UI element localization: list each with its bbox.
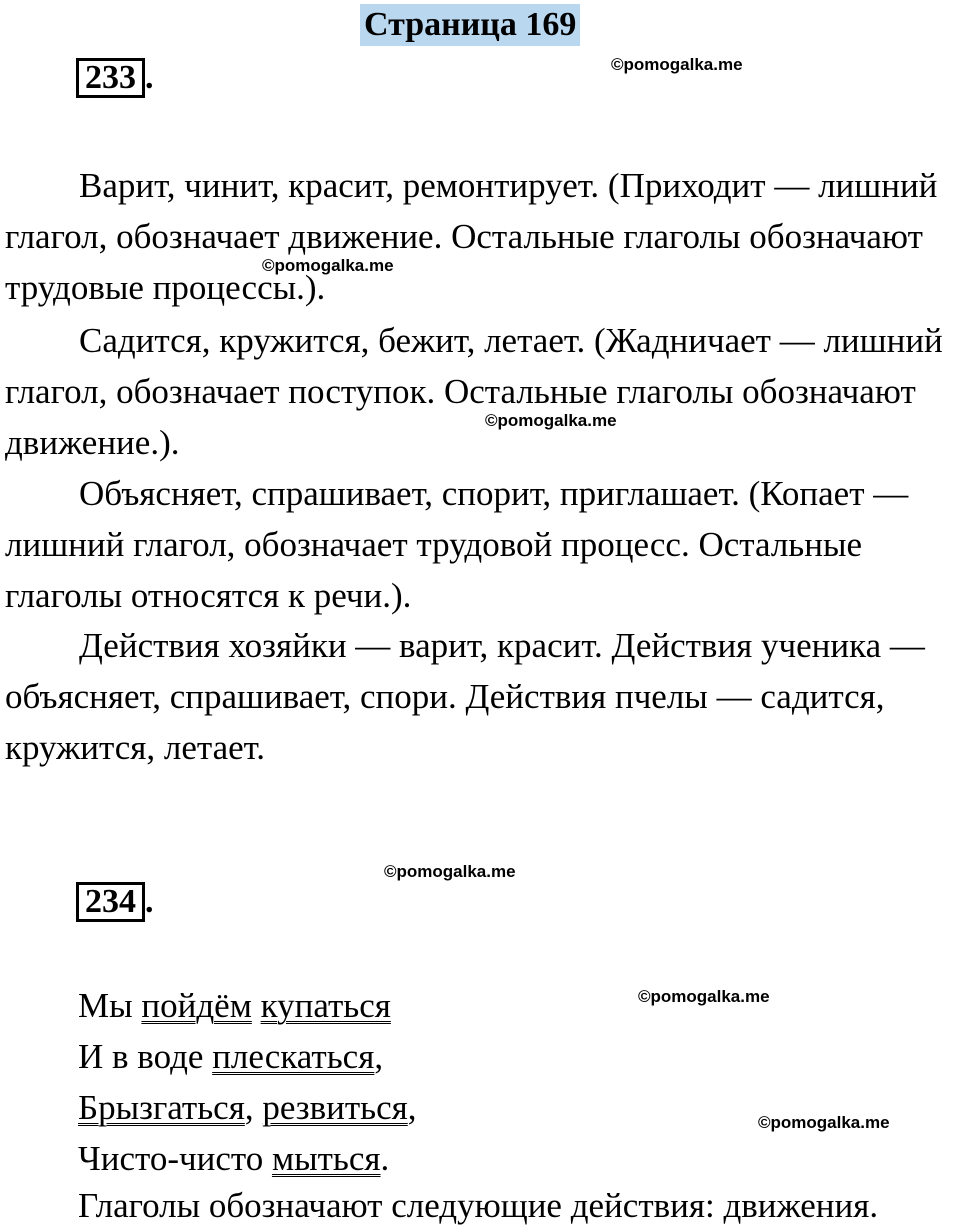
poem-line-2: И в воде плескаться,	[78, 1037, 384, 1076]
exercise-233-paragraph-2: Садится, кружится, бежит, летает. (Жадничает — лишний глагол, обозначает поступок. Остальные глаголы обозначают движение.).	[5, 321, 943, 462]
watermark: ©pomogalka.me	[638, 987, 770, 1006]
watermark: ©pomogalka.me	[758, 1113, 890, 1132]
poem-line-1: Мы пойдём купаться	[78, 986, 391, 1025]
page-title: Страница 169	[360, 4, 580, 46]
exercise-233-paragraph-1: Варит, чинит, красит, ремонтирует. (Приходит — лишний глагол, обозначает движение. Остальные глаголы обозначают трудовые процессы.).	[5, 166, 938, 307]
watermark: ©pomogalka.me	[485, 411, 617, 430]
watermark: ©pomogalka.me	[611, 55, 743, 74]
watermark: ©pomogalka.me	[262, 256, 394, 275]
exercise-233-paragraph-4: Действия хозяйки — варит, красит. Действия ученика — объясняет, спрашивает, спори. Действия пчелы — садится, кружится, летает.	[5, 626, 925, 767]
poem-line-3: Брызгаться, резвиться,	[78, 1088, 417, 1127]
poem-line-4: Чисто-чисто мыться.	[78, 1139, 390, 1178]
exercise-234-conclusion: Глаголы обозначают следующие действия: движения.	[78, 1186, 879, 1225]
exercise-number-234: 234 .	[76, 882, 154, 922]
watermark: ©pomogalka.me	[384, 862, 516, 881]
exercise-233-paragraph-3: Объясняет, спрашивает, спорит, приглашает. (Копает — лишний глагол, обозначает трудовой процесс. Остальные глаголы относятся к речи.).	[5, 474, 909, 615]
exercise-number-233: 233 .	[76, 58, 154, 98]
